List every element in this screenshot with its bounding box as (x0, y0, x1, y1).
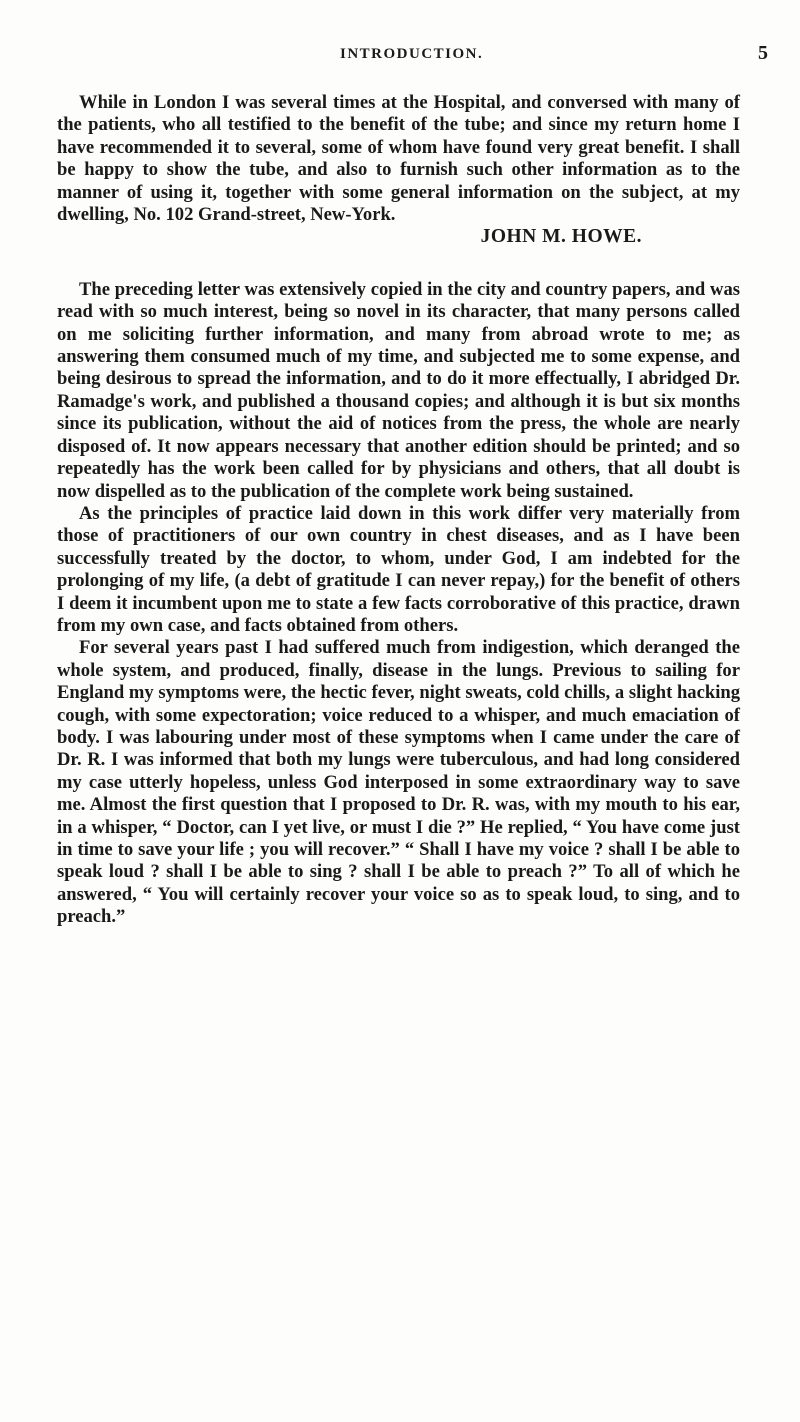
paragraph-preceding-letter: The preceding letter was extensively copied in the city and country papers, and was read with so much interest, being so novel in its character, that many persons called on me soliciting further information, and many from abroad wrote to me; as answering them consumed much of my time, and subjected me to some expense, and being desirous to spread the information, and to do it more effectually, I abridged Dr. Ramadge's work, and published a thousand copies; and although it is but six months since its publication, without the aid of notices from the press, the whole are nearly disposed of. It now appears necessary that another edition should be printed; and so repeatedly has the work been called for by physicians and others, that all doubt is now dispelled as to the publication of the complete work being sustained. (57, 278, 740, 502)
paragraph-letter-closing: While in London I was several times at the Hospital, and conversed with many of the patients, who all testified to the benefit of the tube; and since my return home I have recommended it to several, some of whom have found very great benefit. I shall be happy to show the tube, and also to furnish such other information as to the manner of using it, together with some general information on the subject, at my dwelling, No. 102 Grand-street, New-York. (57, 92, 740, 226)
body-text (57, 92, 740, 929)
paragraph-personal-case: For several years past I had suffered much from indigestion, which deranged the whole system, and produced, finally, disease in the lungs. Previous to sailing for England my symptoms were, the hectic fever, night sweats, cold chills, a slight hacking cough, with some expectoration; voice reduced to a whisper, and much emaciation of body. I was labouring under most of these symptoms when I came under the care of Dr. R. I was informed that both my lungs were tuberculous, and had long considered my case utterly hopeless, unless God interposed in some extraordinary way to save me. Almost the first question that I proposed to Dr. R. was, with my mouth to his ear, in a whisper, “ Doctor, can I yet live, or must I die ?” He replied, “ You have come just in time to save your life ; you will recover.” “ Shall I have my voice ? shall I be able to speak loud ? shall I be able to sing ? shall I be able to preach ?” To all of which he answered, “ You will certainly recover your voice so as to speak loud, to sing, and to preach.” (57, 637, 740, 928)
section-gap (57, 249, 740, 279)
page-number: 5 (758, 42, 768, 64)
paragraph-principles: As the principles of practice laid down in this work differ very materially from those of practitioners of our own country in chest diseases, and as I have been successfully treated by the doctor, to whom, under God, I am indebted for the prolonging of my life, (a debt of gratitude I can never repay,) for the benefit of others I deem it incumbent upon me to state a few facts corroborative of this practice, drawn from my own case, and facts obtained from others. (57, 502, 740, 636)
running-head-title: INTRODUCTION. (340, 46, 484, 62)
running-head (0, 38, 800, 68)
signature: JOHN M. HOWE. (480, 226, 642, 248)
